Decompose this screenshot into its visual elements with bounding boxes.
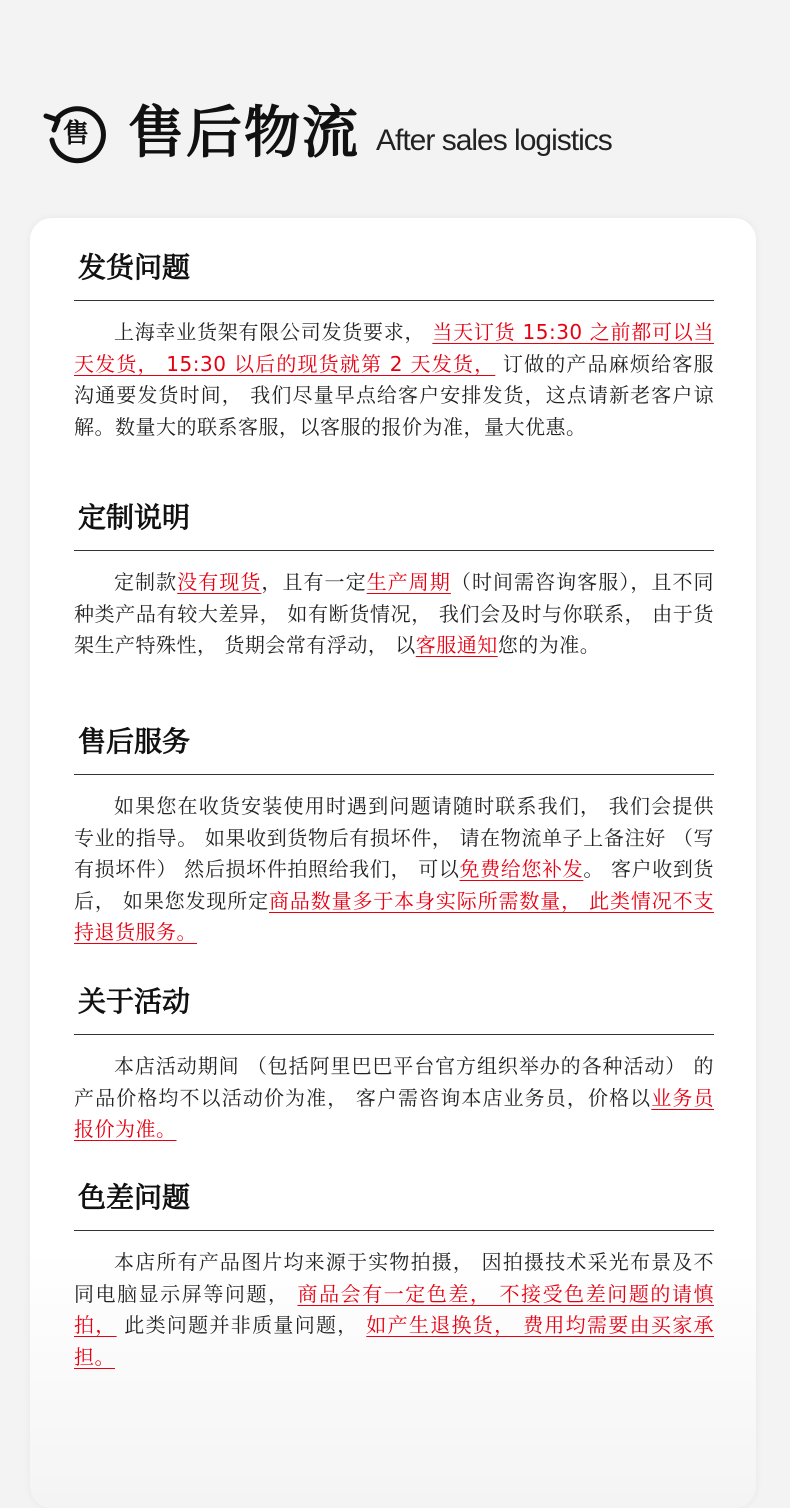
section-divider — [74, 300, 714, 301]
section-divider — [74, 774, 714, 775]
highlighted-text: 商品会有一定色差， 不接受色差问题的请慎拍， — [74, 1281, 715, 1337]
page-header — [42, 96, 612, 166]
page-subtitle: After sales logistics — [376, 124, 612, 157]
section-shipping — [74, 248, 714, 443]
section-promotion — [74, 982, 714, 1146]
section-custom — [74, 498, 714, 662]
highlighted-text: 免费给您补发 — [459, 857, 584, 881]
highlighted-text: 商品数量多于本身实际所需数量， 此类情况不支持退货服务。 — [74, 888, 714, 944]
body-text: 本店所有产品图片均来源于实物拍摄， 因拍摄技术采光布景及不同电脑显示屏等问题， — [74, 1250, 714, 1306]
section-body — [74, 567, 714, 662]
section-title: 发货问题 — [78, 251, 191, 284]
body-text: 订做的产品麻烦给客服沟通要发货时间， 我们尽量早点给客户安排发货，这点请新老客户谅解。数量大的联系客服，以客服的报价为准，量大优惠。 — [74, 351, 714, 439]
body-text: 您的为准。 — [497, 633, 601, 657]
body-text: ，且有一定 — [261, 570, 367, 594]
section-divider — [74, 550, 714, 551]
section-title: 色差问题 — [78, 1181, 191, 1214]
highlighted-text: 生产周期 — [366, 570, 451, 594]
section-body — [74, 791, 714, 949]
body-text: 此类问题并非质量问题， — [116, 1313, 367, 1337]
highlighted-text: 客服通知 — [415, 633, 498, 657]
icon-char: 售 — [62, 119, 90, 149]
section-body — [74, 317, 714, 443]
section-color-difference — [74, 1178, 714, 1373]
highlighted-text: 没有现货 — [177, 570, 262, 594]
body-text: （时间需咨询客服），且不同种类产品有较大差异， 如有断货情况， 我们会及时与你联系， 由于货架生产特殊性， 货期会常有浮动， 以 — [74, 570, 715, 657]
section-divider — [74, 1034, 714, 1035]
body-text: 定制款 — [114, 570, 178, 594]
section-body — [74, 1051, 714, 1146]
page-title: 售后物流 — [128, 101, 360, 166]
highlighted-text: 如产生退换货， 费用均需要由买家承担。 — [74, 1313, 715, 1369]
section-title: 定制说明 — [78, 501, 191, 534]
highlighted-text: 当天订货 15:30 之前都可以当天发货， 15:30 以后的现货就第 2 天发货， — [74, 320, 715, 376]
section-body — [74, 1247, 714, 1373]
section-title: 售后服务 — [78, 725, 191, 758]
section-after-sales — [74, 722, 714, 949]
body-text: 如果您在收货安装使用时遇到问题请随时联系我们， 我们会提供专业的指导。 如果收到货物后有损坏件， 请在物流单子上备注好 （写有损坏件） 然后损坏件拍照给我们， 可以 — [74, 794, 714, 881]
section-divider — [74, 1230, 714, 1231]
body-text: 。 客户收到货后， 如果您发现所定 — [74, 857, 715, 913]
body-text: 本店活动期间 （包括阿里巴巴平台官方组织举办的各种活动） 的产品价格均不以活动价为准， 客户需咨询本店业务员，价格以 — [74, 1054, 714, 1110]
highlighted-text: 业务员报价为准。 — [74, 1085, 715, 1141]
content-card — [30, 218, 756, 1508]
body-text: 上海幸业货架有限公司发货要求， — [114, 320, 433, 344]
after-sales-icon — [42, 100, 106, 164]
section-title: 关于活动 — [78, 985, 191, 1018]
